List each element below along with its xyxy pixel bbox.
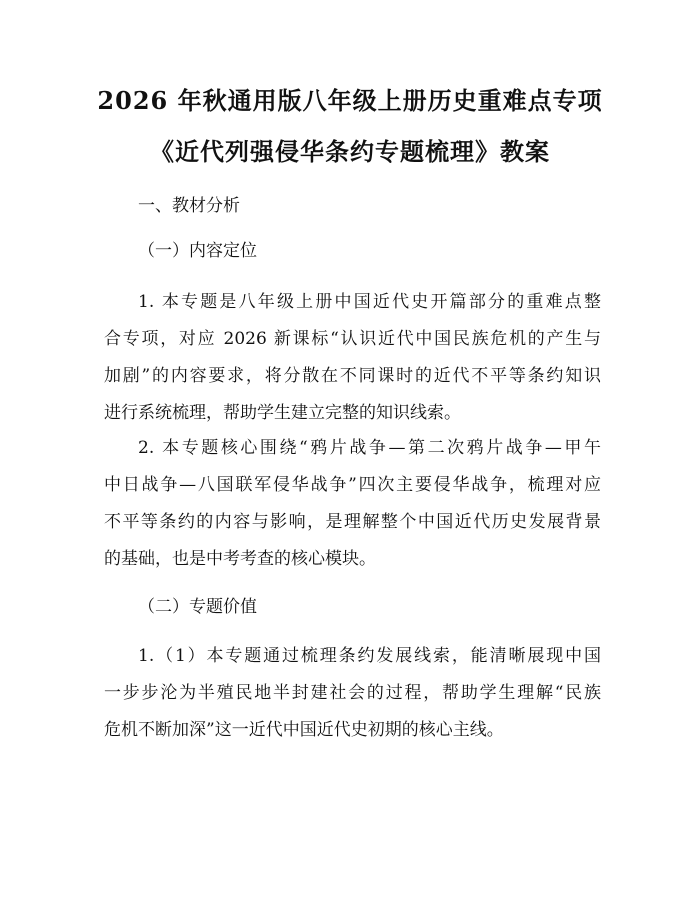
paragraph-2-line: 不平等条约的内容与影响，是理解整个中国近代历史发展背景 — [104, 512, 601, 532]
paragraph-3 — [104, 638, 601, 749]
paragraph-2-line: 2. 本专题核心围绕“鸦片战争—第二次鸦片战争—甲午 — [138, 438, 601, 458]
paragraph-1-line: 合专项，对应 2026 新课标“认识近代中国民族危机的产生与 — [104, 329, 601, 349]
paragraph-3-line: 危机不断加深”这一近代中国近代史初期的核心主线。 — [104, 720, 504, 740]
paragraph-1-line: 1. 本专题是八年级上册中国近代史开篇部分的重难点整 — [138, 292, 601, 312]
paragraph-3-line: 1.（1）本专题通过梳理条约发展线索，能清晰展现中国 — [138, 646, 601, 666]
paragraph-2-line: 的基础，也是中考考查的核心模块。 — [104, 549, 376, 569]
paragraph-3-line: 一步步沦为半殖民地半封建社会的过程，帮助学生理解“民族 — [104, 683, 601, 703]
paragraph-1-line: 加剧”的内容要求，将分散在不同课时的近代不平等条约知识 — [104, 366, 601, 386]
paragraph-2 — [104, 430, 601, 578]
paragraph-2-line: 中日战争—八国联军侵华战争”四次主要侵华战争，梳理对应 — [104, 475, 601, 495]
subsection-heading-content-positioning: （一）内容定位 — [138, 241, 257, 261]
subsection-heading-topic-value: （二）专题价值 — [138, 597, 257, 617]
paragraph-1-line: 进行系统梳理，帮助学生建立完整的知识线索。 — [104, 403, 461, 423]
paragraph-1 — [104, 284, 601, 432]
document-title-line-2: 《近代列强侵华条约专题梳理》教案 — [150, 137, 550, 166]
section-heading-textbook-analysis: 一、教材分析 — [138, 196, 240, 216]
document-title-line-1: 2026 年秋通用版八年级上册历史重难点专项 — [97, 86, 603, 115]
